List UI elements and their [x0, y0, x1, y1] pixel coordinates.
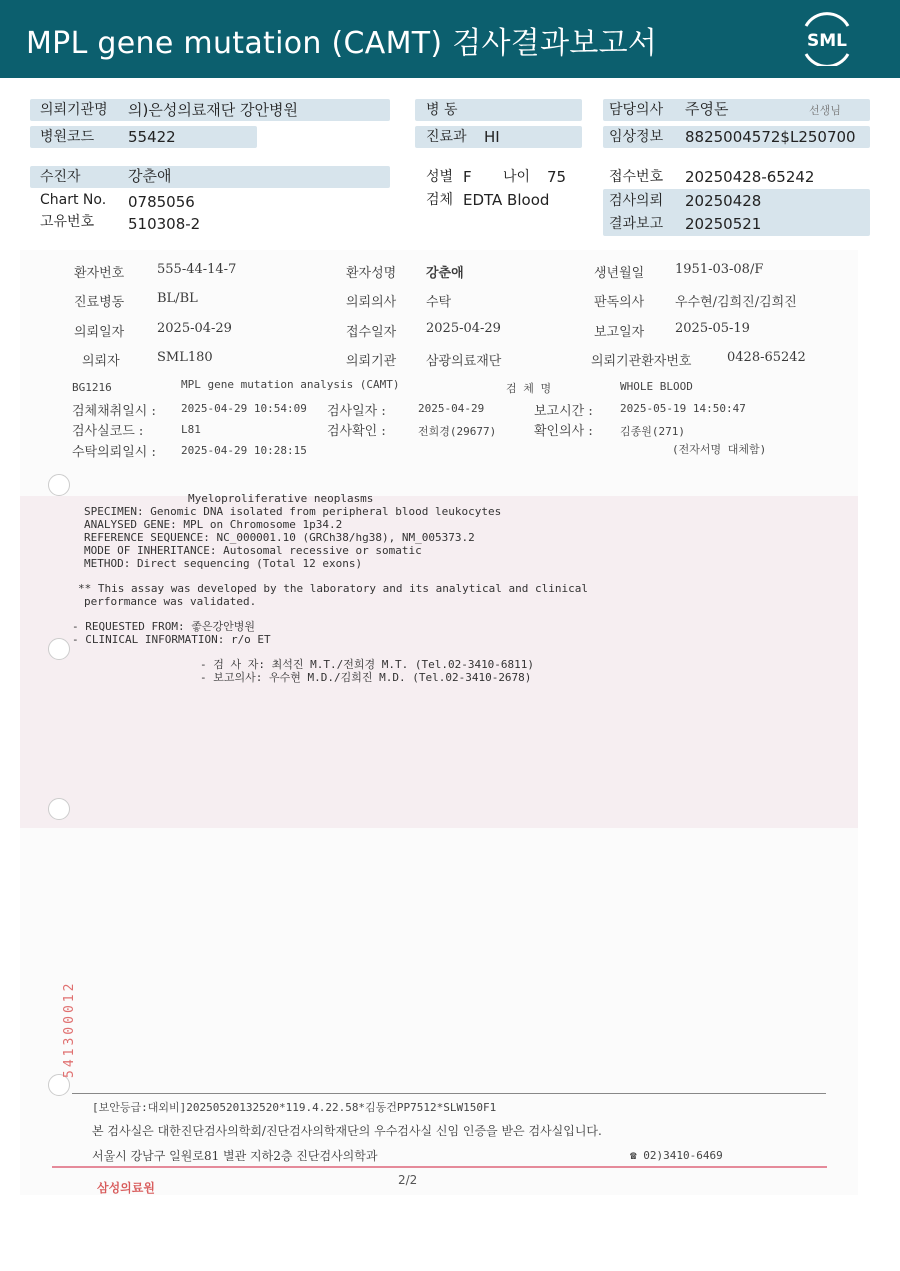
hosp-code-value: 55422 [128, 128, 176, 146]
footer-red-line [52, 1166, 827, 1168]
chart-value: 0785056 [128, 193, 195, 211]
labcode-label: 검사실코드 : [72, 424, 144, 439]
scan-label: 의뢰일자 [74, 325, 125, 340]
scan-label: 진료병동 [74, 295, 125, 310]
collect-value: 2025-04-29 10:54:09 [181, 402, 307, 415]
doctor-value: 주영돈 [685, 100, 729, 118]
age-value: 75 [547, 168, 567, 186]
dept-label: 진료과 [426, 129, 467, 145]
testdate-label: 검사일자 : [327, 404, 386, 419]
scan-value: 우수현/김희진/김희진 [675, 295, 797, 310]
gene-line: ANALYSED GENE: MPL on Chromosome 1p34.2 [84, 518, 343, 531]
scan-label: 환자번호 [74, 266, 125, 281]
scan-label: 판독의사 [594, 295, 645, 310]
report-value: 20250521 [685, 215, 762, 233]
page-number: 2/2 [398, 1173, 418, 1187]
request-label: 검사의뢰 [609, 193, 664, 209]
punch-hole [48, 798, 70, 820]
req-org-label: 의뢰기관명 [40, 102, 108, 118]
age-label: 나이 [503, 169, 531, 185]
scan-value: BL/BL [157, 291, 198, 306]
clinical-value: 8825004572$L250700 [685, 128, 856, 146]
scan-value: 1951-03-08/F [675, 262, 764, 277]
phone-line: ☎ 02)3410-6469 [630, 1149, 723, 1162]
address-line: 서울시 강남구 일원로81 별관 지하2층 진단검사의학과 [92, 1149, 378, 1163]
specimen-name-value: WHOLE BLOOD [620, 380, 693, 393]
scan-label: 의뢰기관환자번호 [591, 354, 692, 369]
confirmdoc-label: 확인의사 : [534, 424, 593, 439]
esign-note: (전자서명 대체함) [672, 443, 767, 456]
scan-label: 의뢰기관 [346, 354, 397, 369]
reporttime-label: 보고시간 : [534, 404, 593, 419]
scan-label: 환자성명 [346, 266, 397, 281]
test-name: MPL gene mutation analysis (CAMT) [181, 378, 400, 391]
confirm-value: 전희경(29677) [418, 425, 497, 438]
dept-value: HI [484, 128, 500, 146]
punch-hole [48, 638, 70, 660]
footer-line [72, 1093, 826, 1094]
scan-value: 강춘애 [426, 266, 464, 281]
scan-label: 생년월일 [594, 266, 645, 281]
uid-label: 고유번호 [40, 214, 95, 230]
reporttime-value: 2025-05-19 14:50:47 [620, 402, 746, 415]
scan-value: 삼광의료재단 [426, 354, 502, 369]
requested-line: - REQUESTED FROM: 좋은강안병원 [72, 620, 255, 633]
specimen-line: SPECIMEN: Genomic DNA isolated from peripheral blood leukocytes [84, 505, 502, 518]
ward-label: 병 동 [426, 102, 458, 118]
reporter-line: - 보고의사: 우수현 M.D./김희진 M.D. (Tel.02-3410-2678) [200, 671, 532, 684]
scan-value: 0428-65242 [727, 350, 806, 365]
security-line: [보안등급:대외비]20250520132520*119.4.22.58*김동건PP7512*SLW150F1 [92, 1101, 497, 1114]
doctor-label: 담당의사 [609, 102, 664, 118]
cert-line: 본 검사실은 대한진단검사의학회/진단검사의학재단의 우수검사실 신임 인증을 받은 검사실입니다. [92, 1124, 602, 1138]
mode-line: MODE OF INHERITANCE: Autosomal recessive or somatic [84, 544, 422, 557]
labcode-value: L81 [181, 423, 201, 436]
clinical-label: 임상정보 [609, 129, 664, 145]
tester-line: - 검 사 자: 최석진 M.T./전희경 M.T. (Tel.02-3410-6811) [200, 658, 535, 671]
clinical-line: - CLINICAL INFORMATION: r/o ET [72, 633, 271, 646]
scan-value: 수탁 [426, 295, 452, 310]
doctor-suffix: 선생님 [809, 104, 841, 117]
test-code: BG1216 [72, 381, 112, 394]
chart-label: Chart No. [40, 192, 107, 208]
svg-text:SML: SML [807, 31, 847, 51]
report-label: 결과보고 [609, 216, 664, 232]
brand-name: 삼성의료원 [97, 1181, 155, 1195]
specimen-label: 검체 [426, 192, 454, 208]
confirmdoc-value: 김종원(271) [620, 425, 685, 438]
specimen-value: EDTA Blood [463, 191, 550, 209]
sml-logo-icon [796, 12, 858, 66]
patient-value: 강춘애 [128, 167, 172, 185]
confirm-label: 검사확인 : [327, 424, 386, 439]
refseq-line: REFERENCE SEQUENCE: NC_000001.10 (GRCh38/hg38), NM_005373.2 [84, 531, 475, 544]
scan-label: 의뢰자 [82, 354, 120, 369]
report-header [0, 0, 900, 78]
scan-label: 접수일자 [346, 325, 397, 340]
scan-value: 2025-04-29 [157, 321, 232, 336]
consign-label: 수탁의뢰일시 : [72, 445, 156, 460]
report-title: MPL gene mutation (CAMT) 검사결과보고서 [26, 26, 658, 61]
hosp-code-label: 병원코드 [40, 129, 95, 145]
scan-value: 2025-05-19 [675, 321, 750, 336]
uid-value: 510308-2 [128, 215, 201, 233]
receipt-label: 접수번호 [609, 169, 664, 185]
scan-value: 555-44-14-7 [157, 262, 237, 277]
consign-value: 2025-04-29 10:28:15 [181, 444, 307, 457]
scan-value: SML180 [157, 350, 213, 365]
req-org-value: 의)은성의료재단 강안병원 [128, 101, 299, 119]
method-line: METHOD: Direct sequencing (Total 12 exons) [84, 557, 363, 570]
scan-label: 의뢰의사 [346, 295, 397, 310]
scan-value: 2025-04-29 [426, 321, 501, 336]
receipt-value: 20250428-65242 [685, 168, 815, 186]
note-line: ** This assay was developed by the laboratory and its analytical and clinical [78, 582, 588, 595]
side-number: 541300012 [62, 980, 77, 1078]
note-line: performance was validated. [84, 595, 257, 608]
testdate-value: 2025-04-29 [418, 402, 485, 415]
patient-label: 수진자 [40, 169, 81, 185]
specimen-name-label: 검 체 명 [506, 382, 552, 395]
scan-label: 보고일자 [594, 325, 645, 340]
sex-value: F [463, 168, 472, 186]
punch-hole [48, 474, 70, 496]
sex-label: 성별 [426, 169, 454, 185]
result-heading: Myeloproliferative neoplasms [188, 492, 374, 505]
request-value: 20250428 [685, 192, 762, 210]
collect-label: 검체채취일시 : [72, 404, 156, 419]
row-bg [30, 166, 390, 188]
